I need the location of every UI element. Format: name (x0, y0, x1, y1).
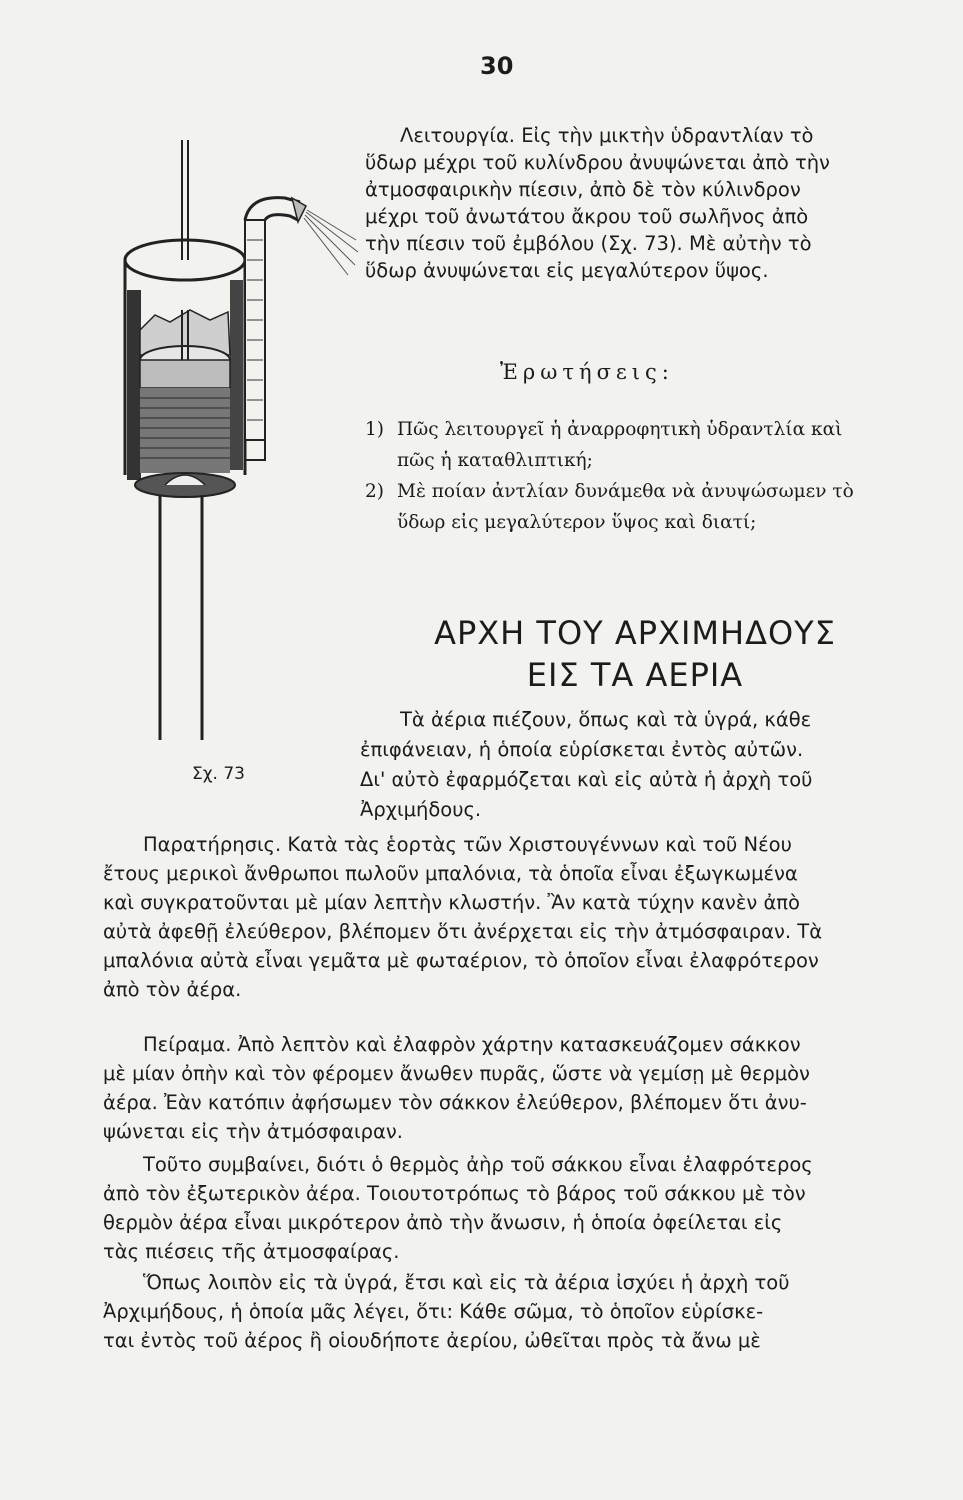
operation-line: ὕδωρ μέχρι τοῦ κυλίνδρου ἀνυψώνεται ἀπὸ τὴν (365, 151, 830, 174)
intro-line: ἐπιφάνειαν, ἡ ὁποία εὑρίσκεται ἐντὸς αὐτῶν. (360, 738, 804, 761)
observation-line: Κατὰ τὰς ἑορτὰς τῶν Χριστουγέννων καὶ τοῦ Νέου (287, 833, 792, 856)
experiment-line: ἀέρα. Ἐὰν κατόπιν ἀφήσωμεν τὸν σάκκον ἐλεύθερον, βλέπομεν ὅτι ἀνυ- (103, 1091, 807, 1114)
operation-line: μέχρι τοῦ ἀνωτάτου ἄκρου τοῦ σωλῆνος ἀπὸ (365, 205, 809, 228)
observation-line: ἔτους μερικοὶ ἄνθρωποι πωλοῦν μπαλόνια, τὰ ὁποῖα εἶναι ἐξωγκωμένα (103, 862, 798, 885)
observation-line: καὶ συγκρατοῦνται μὲ μίαν λεπτὴν κλωστήν. Ἂν κατὰ τύχην κανὲν ἀπὸ (103, 891, 800, 914)
figure-caption: Σχ. 73 (192, 764, 246, 784)
conclusion-line: Ὅπως λοιπὸν εἰς τὰ ὑγρά, ἔτσι καὶ εἰς τὰ ἀέρια ἰσχύει ἡ ἀρχὴ τοῦ (143, 1271, 790, 1294)
intro-line: Ἀρχιμήδους. (360, 798, 482, 821)
experiment-line: ψώνεται εἰς τὴν ἀτμόσφαιραν. (103, 1120, 403, 1143)
question-text: ὕδωρ εἰς μεγαλύτερον ὕψος καὶ διατί; (397, 512, 757, 533)
question-text: πῶς ἡ καταθλιπτική; (397, 450, 593, 471)
conclusion-line: Ἀρχιμήδους, ἡ ὁποία μᾶς λέγει, ὅτι: Κάθε σῶμα, τὸ ὁποῖον εὑρίσκε- (103, 1300, 764, 1323)
question-item (365, 414, 885, 476)
operation-line: ἀτμοσφαιρικὴν πίεσιν, ἀπὸ δὲ τὸν κύλινδρον (365, 178, 801, 201)
section-title-line: ΕΙΣ ΤΑ ΑΕΡΙΑ (526, 656, 744, 694)
page-number: 30 (480, 52, 514, 80)
explanation-line: τὰς πιέσεις τῆς ἀτμοσφαίρας. (103, 1240, 400, 1263)
conclusion-paragraph (103, 1268, 873, 1355)
observation-line: αὐτὰ ἀφεθῇ ἐλεύθερον, βλέπομεν ὅτι ἀνέρχεται εἰς τὴν ἀτμόσφαιραν. Τὰ (103, 920, 823, 943)
explanation-line: θερμὸν ἀέρα εἶναι μικρότερον ἀπὸ τὴν ἄνωσιν, ἡ ὁποία ὀφείλεται εἰς (103, 1211, 783, 1234)
experiment-paragraph (103, 1030, 873, 1146)
observation-lead: Παρατήρησις. (143, 833, 282, 856)
intro-paragraph (360, 705, 880, 825)
explanation-paragraph (103, 1150, 873, 1266)
question-item (365, 476, 885, 538)
observation-line: μπαλόνια αὐτὰ εἶναι γεμᾶτα μὲ φωταέριον, τὸ ὁποῖον εἶναι ἐλαφρότερον (103, 949, 819, 972)
explanation-line: ἀπὸ τὸν ἐξωτερικὸν ἀέρα. Τοιουτοτρόπως τὸ βάρος τοῦ σάκκου μὲ τὸν (103, 1182, 806, 1205)
experiment-line: μὲ μίαν ὀπὴν καὶ τὸν φέρομεν ἄνωθεν πυρᾶς, ὥστε νὰ γεμίσῃ μὲ θερμὸν (103, 1062, 810, 1085)
operation-line: Εἰς τὴν μικτὴν ὑδραντλίαν τὸ (521, 124, 814, 147)
observation-paragraph (103, 830, 873, 1004)
operation-line: ὕδωρ ἀνυψώνεται εἰς μεγαλύτερον ὕψος. (365, 259, 769, 282)
intro-line: Τὰ ἀέρια πιέζουν, ὅπως καὶ τὰ ὑγρά, κάθε (400, 708, 812, 731)
conclusion-line: ται ἐντὸς τοῦ ἀέρος ἢ οἱουδήποτε ἀερίου, ὠθεῖται πρὸς τὰ ἄνω μὲ (103, 1329, 761, 1352)
section-title-line: ΑΡΧΗ ΤΟΥ ΑΡΧΙΜΗΔΟΥΣ (434, 614, 836, 652)
explanation-line: Τοῦτο συμβαίνει, διότι ὁ θερμὸς ἀὴρ τοῦ σάκκου εἶναι ἐλαφρότερος (143, 1153, 813, 1176)
question-number: 2) (365, 481, 384, 502)
operation-lead: Λειτουργία. (400, 124, 516, 147)
operation-paragraph (255, 122, 880, 284)
question-text: Πῶς λειτουργεῖ ἡ ἀναρροφητικὴ ὑδραντλία καὶ (397, 419, 843, 440)
operation-line: τὴν πίεσιν τοῦ ἐμβόλου (Σχ. 73). Μὲ αὐτὴν τὸ (365, 232, 812, 255)
question-text: Μὲ ποίαν ἀντλίαν δυνάμεθα νὰ ἀνυψώσωμεν τὸ (397, 481, 854, 502)
section-title (385, 612, 885, 696)
questions-heading: Ἐρωτήσεις: (500, 360, 674, 384)
question-number: 1) (365, 419, 384, 440)
experiment-line: Ἀπὸ λεπτὸν καὶ ἐλαφρὸν χάρτην κατασκευάζομεν σάκκον (237, 1033, 801, 1056)
questions-list (365, 414, 885, 538)
intro-line: Δι' αὐτὸ ἐφαρμόζεται καὶ εἰς αὐτὰ ἡ ἀρχὴ τοῦ (360, 768, 813, 791)
observation-line: ἀπὸ τὸν ἀέρα. (103, 978, 242, 1001)
experiment-lead: Πείραμα. (143, 1033, 232, 1056)
